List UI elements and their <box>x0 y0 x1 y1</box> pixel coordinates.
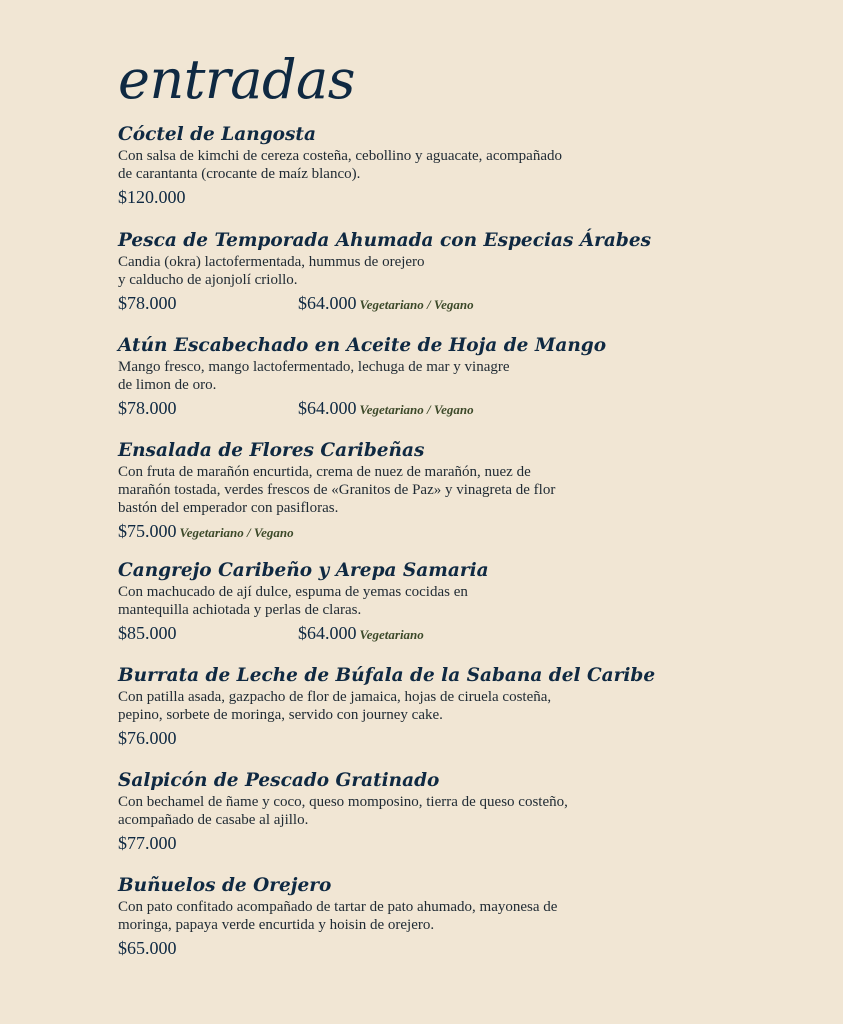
dish-name: Burrata de Leche de Búfala de la Sabana del Caribe <box>118 665 656 686</box>
dish-price <box>118 519 294 545</box>
dish-description <box>118 358 818 394</box>
menu-item-bunuelos <box>118 875 818 960</box>
diet-tag: Vegetariano / Vegano <box>359 297 474 312</box>
dish-description-line: bastón del emperador con pasifloras. <box>118 500 339 516</box>
alt-price-value: $64.000 <box>298 623 357 643</box>
price-row <box>118 621 818 645</box>
dish-price: $78.000 <box>118 398 177 418</box>
price-row <box>118 519 818 543</box>
menu-item-burrata <box>118 665 818 750</box>
dish-price: $78.000 <box>118 293 177 313</box>
alt-price-value: $64.000 <box>298 398 357 418</box>
dish-description-line: Mango fresco, mango lactofermentado, lechuga de mar y vinagre <box>118 359 510 375</box>
dish-price: $76.000 <box>118 728 177 748</box>
dish-alt-price <box>298 291 474 317</box>
dish-price: $77.000 <box>118 833 177 853</box>
dish-description-line: marañón tostada, verdes frescos de «Granitos de Paz» y vinagreta de flor <box>118 482 556 498</box>
alt-price-value: $64.000 <box>298 293 357 313</box>
dish-description <box>118 898 818 934</box>
dish-name: Ensalada de Flores Caribeñas <box>118 440 425 461</box>
menu-item-ensalada-de-flores <box>118 440 818 543</box>
dish-name: Atún Escabechado en Aceite de Hoja de Mango <box>118 335 607 356</box>
dish-description-line: Con salsa de kimchi de cereza costeña, cebollino y aguacate, acompañado <box>118 148 562 164</box>
diet-tag: Vegetariano <box>359 627 424 642</box>
diet-tag: Vegetariano / Vegano <box>179 525 294 540</box>
dish-description-line: mantequilla achiotada y perlas de claras. <box>118 602 362 618</box>
menu-item-coctel-de-langosta <box>118 124 818 209</box>
price-row <box>118 185 818 209</box>
dish-description-line: pepino, sorbete de moringa, servido con journey cake. <box>118 707 443 723</box>
dish-description-line: Con pato confitado acompañado de tartar de pato ahumado, mayonesa de <box>118 899 558 915</box>
dish-description <box>118 688 818 724</box>
diet-tag: Vegetariano / Vegano <box>359 402 474 417</box>
dish-description-line: Con bechamel de ñame y coco, queso momposino, tierra de queso costeño, <box>118 794 568 810</box>
dish-description-line: Con fruta de marañón encurtida, crema de nuez de marañón, nuez de <box>118 464 531 480</box>
menu-item-pesca-de-temporada <box>118 230 818 315</box>
dish-name: Salpicón de Pescado Gratinado <box>118 770 440 791</box>
dish-description-line: Con patilla asada, gazpacho de flor de jamaica, hojas de ciruela costeña, <box>118 689 552 705</box>
price-row <box>118 936 818 960</box>
dish-price: $120.000 <box>118 187 186 207</box>
dish-name: Pesca de Temporada Ahumada con Especias Árabes <box>118 230 652 251</box>
dish-description <box>118 147 818 183</box>
dish-name: Buñuelos de Orejero <box>118 875 332 896</box>
dish-alt-price <box>298 396 474 422</box>
dish-description-line: y calducho de ajonjolí criollo. <box>118 272 298 288</box>
dish-description <box>118 583 818 619</box>
dish-description-line: de limon de oro. <box>118 377 217 393</box>
dish-description-line: moringa, papaya verde encurtida y hoisin de orejero. <box>118 917 435 933</box>
dish-name: Cangrejo Caribeño y Arepa Samaria <box>118 560 489 581</box>
menu-item-atun-escabechado <box>118 335 818 420</box>
dish-description-line: de carantanta (crocante de maíz blanco). <box>118 166 361 182</box>
dish-alt-price <box>298 621 424 647</box>
dish-description <box>118 253 818 289</box>
dish-description-line: Con machucado de ají dulce, espuma de yemas cocidas en <box>118 584 468 600</box>
dish-description-line: acompañado de casabe al ajillo. <box>118 812 309 828</box>
price-row <box>118 726 818 750</box>
menu-item-cangrejo-caribeno <box>118 560 818 645</box>
dish-description <box>118 463 818 517</box>
dish-price: $85.000 <box>118 623 177 643</box>
dish-description <box>118 793 818 829</box>
dish-price: $65.000 <box>118 938 177 958</box>
dish-name: Cóctel de Langosta <box>118 124 316 145</box>
price-row <box>118 291 818 315</box>
price-value: $75.000 <box>118 521 177 541</box>
dish-description-line: Candia (okra) lactofermentada, hummus de orejero <box>118 254 425 270</box>
price-row <box>118 831 818 855</box>
price-row <box>118 396 818 420</box>
section-title: entradas <box>118 48 355 111</box>
menu-item-salpicon <box>118 770 818 855</box>
